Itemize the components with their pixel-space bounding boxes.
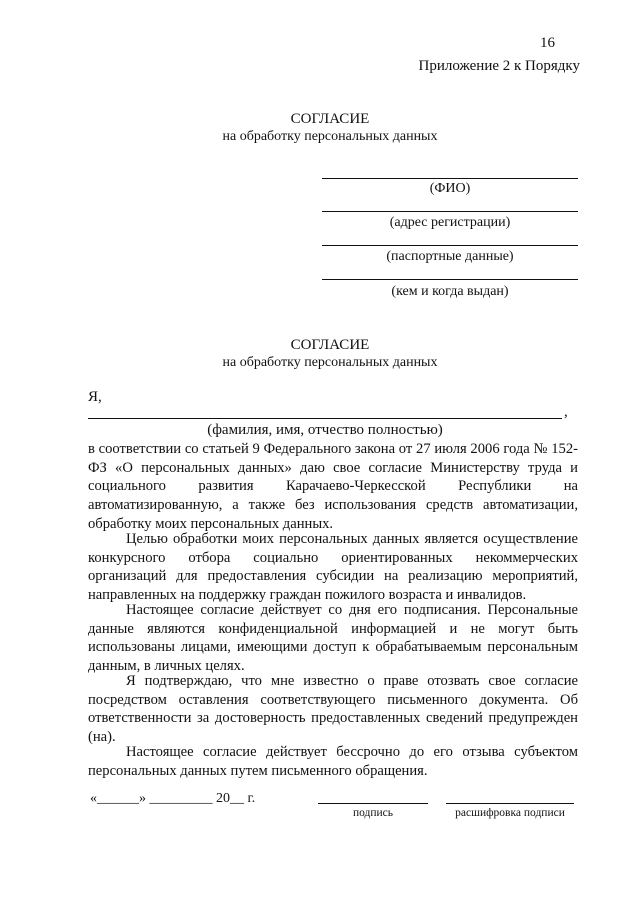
address-caption: (адрес регистрации) — [389, 215, 511, 230]
paragraph-validity: Настоящее согласие действует со дня его подписания. Персональные данные являются конфиденциальной информацией и не могут быть использованы лицами, имеющими доступ к обрабатываемым персональным данным, в личных целях. — [88, 602, 578, 675]
name-trailing-comma: , — [564, 404, 568, 420]
fio-caption: (ФИО) — [429, 181, 471, 196]
top-subtitle: на обработку персональных данных — [222, 129, 438, 144]
fio-line — [322, 178, 578, 179]
i-label: Я, — [88, 389, 102, 405]
top-title: СОГЛАСИЕ — [290, 111, 370, 127]
paragraph-legal-basis: в соответствии со статьей 9 Федерального закона от 27 июля 2006 года № 152-ФЗ «О персональных данных» даю свое согласие Министерству труда и социального развития Карачаево-Черкесской Республики на автоматизированную, а также без использования средств автоматизации, обработку моих персональных данных. — [88, 441, 578, 532]
signature-label: подпись — [352, 807, 394, 819]
appendix-note: Приложение 2 к Порядку — [418, 58, 580, 74]
signature-line — [318, 803, 428, 804]
decoding-line — [446, 803, 574, 804]
paragraph-purpose: Целью обработки моих персональных данных является осуществление конкурсного отбора социально ориентированных некоммерческих организаций для предоставления субсидии на реализацию мероприятий, направленных на поддержку граждан пожилого возраста и инвалидов. — [88, 531, 578, 604]
name-line — [88, 418, 562, 419]
paragraph-term: Настоящее согласие действует бессрочно до его отзыва субъектом персональных данных путем письменного обращения. — [88, 744, 578, 779]
date-field: «______» _________ 20__ г. — [90, 791, 256, 806]
passport-line — [322, 245, 578, 246]
page-number: 16 — [540, 35, 555, 51]
consent-subtitle: на обработку персональных данных — [222, 355, 438, 370]
address-line — [322, 211, 578, 212]
issued-line — [322, 279, 578, 280]
decoding-label: расшифровка подписи — [455, 807, 565, 819]
issued-caption: (кем и когда выдан) — [391, 284, 509, 299]
paragraph-confirmation: Я подтверждаю, что мне известно о праве отозвать свое согласие посредством оставления соответствующего письменного документа. Об ответственности за достоверность предоставленных сведений предупрежден (на). — [88, 673, 578, 746]
name-caption: (фамилия, имя, отчество полностью) — [207, 422, 443, 438]
consent-title: СОГЛАСИЕ — [290, 337, 370, 353]
passport-caption: (паспортные данные) — [386, 249, 514, 264]
